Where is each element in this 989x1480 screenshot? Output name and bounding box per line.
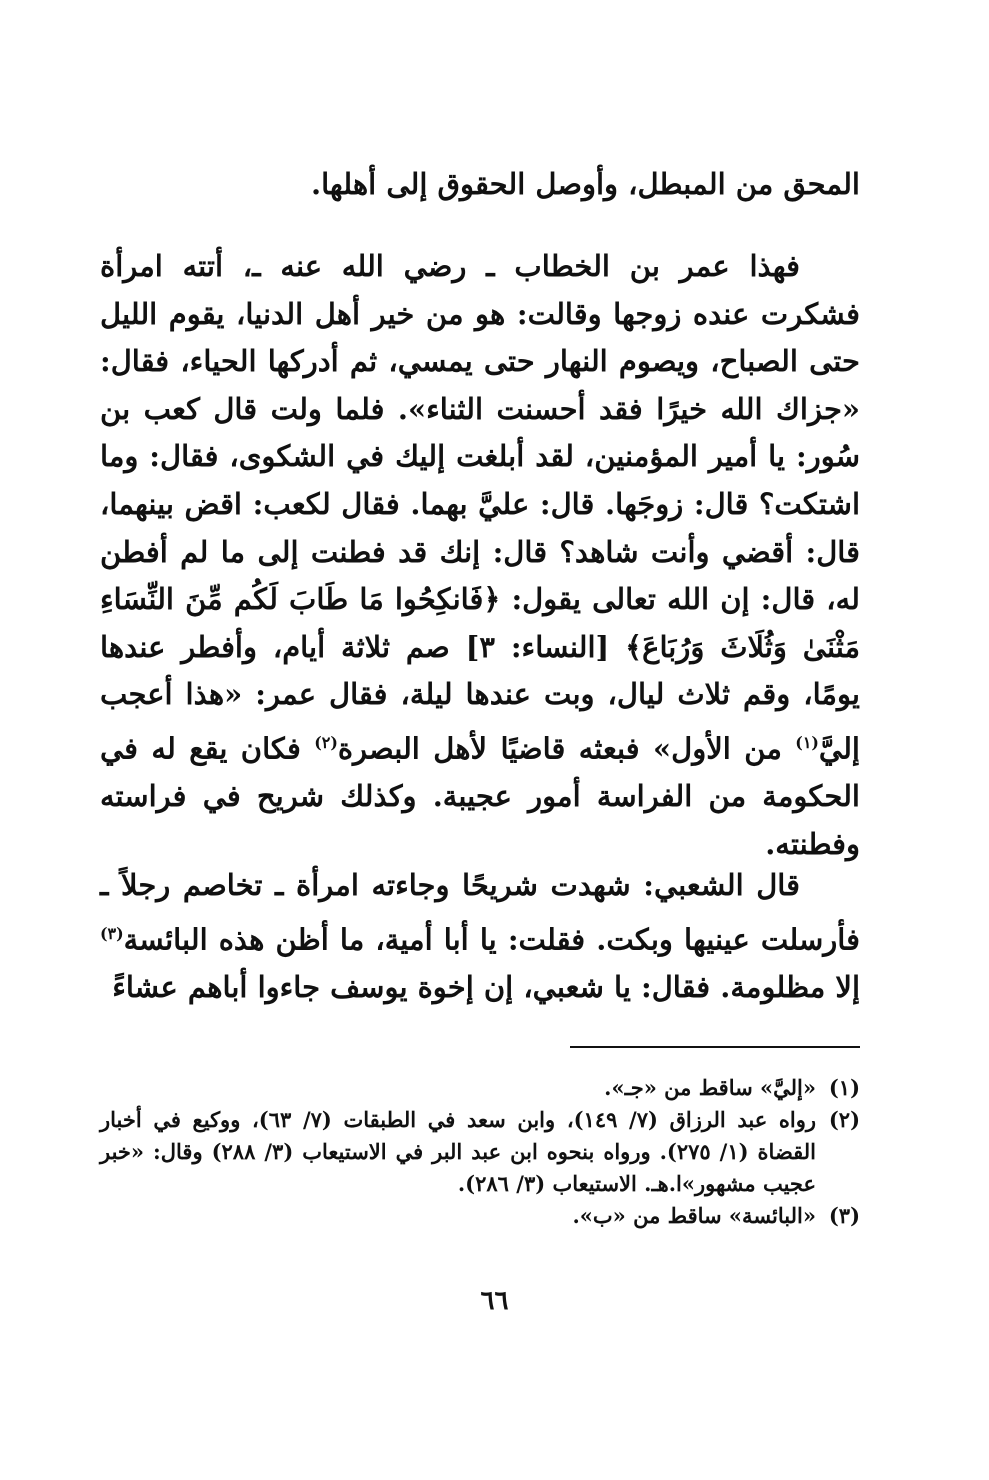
footnote-number: (٣): [828, 1203, 860, 1228]
footnote-ref-3[interactable]: (٣): [100, 923, 124, 943]
paragraph-shabi: [100, 862, 860, 1011]
paragraph-text: من الأول» فبعثه قاضيًا لأهل البصرة: [337, 731, 796, 766]
footnote-text: «إليَّ» ساقط من «جـ».: [604, 1075, 816, 1100]
footnote-3: [100, 1200, 860, 1232]
paragraph-text: فكان يقع له في الحكومة من الفراسة أمور عجيبة. وكذلك شريح في فراسته وفطنته.: [100, 731, 860, 861]
footnotes: [100, 1072, 860, 1232]
footnote-divider: [570, 1046, 860, 1048]
footnote-ref-2[interactable]: (٢): [314, 732, 338, 752]
footnote-number: (٢): [828, 1107, 860, 1132]
page-number: ٦٦: [480, 1286, 509, 1316]
footnote-text: «البائسة» ساقط من «ب».: [572, 1203, 816, 1228]
footnote-1: [100, 1072, 860, 1104]
paragraph-text: إلا مظلومة. فقال: يا شعبي، إن إخوة يوسف جاءوا أباهم عشاءً: [112, 969, 860, 1004]
paragraph-text: فهذا عمر بن الخطاب ـ رضي الله عنه ـ، أتته امرأة فشكرت عنده زوجها وقالت: هو من خير أهل الدنيا، يقوم الليل حتى الصباح، ويصوم النهار حتى يمسي، ثم أدركها الحياء، فقال: «جزاك الله خيرًا فقد أحسنت الثناء». فلما ولت قال كعب بن سُور: يا أمير المؤمنين، لقد أبلغت إليك في الشكوى، فقال: وما اشتكت؟ قال: زوجَها. قال: عليَّ بهما. فقال لكعب: اقض بينهما، قال: أقضي وأنت شاهد؟ قال: إنك قد فطنت إلى ما لم أفطن له، قال: إن الله تعالى يقول: ﴿فَانكِحُوا مَا طَابَ لَكُم مِّنَ النِّسَاءِ مَثْنَىٰ وَثُلَاثَ وَرُبَاعَ﴾ [النساء: ٣] صم ثلاثة أيام، وأفطر عندها يومًا، وقم ثلاث ليال، وبت عندها ليلة، فقال عمر: «هذا أعجب إليَّ: [100, 249, 860, 766]
paragraph-umar: [100, 243, 860, 868]
continuation-line: المحق من المبطل، وأوصل الحقوق إلى أهلها.: [310, 167, 860, 201]
footnote-2: [100, 1104, 860, 1200]
footnote-text: رواه عبد الرزاق (٧/ ١٤٩)، وابن سعد في الطبقات (٧/ ٦٣)، ووكيع في أخبار القضاة (١/ ٢٧٥). ورواه بنحوه ابن عبد البر في الاستيعاب (٣/ ٢٨٨) وقال: «خبر عجيب مشهور»ا.هـ. الاستيعاب (٣/ ٢٨٦).: [100, 1107, 817, 1196]
footnote-ref-1[interactable]: (١): [795, 732, 819, 752]
footnote-number: (١): [828, 1075, 860, 1100]
paragraph-text: قال الشعبي: شهدت شريحًا وجاءته امرأة ـ تخاصم رجلاً ـ فأرسلت عينيها وبكت. فقلت: يا أبا أمية، ما أظن هذه البائسة: [100, 868, 860, 957]
